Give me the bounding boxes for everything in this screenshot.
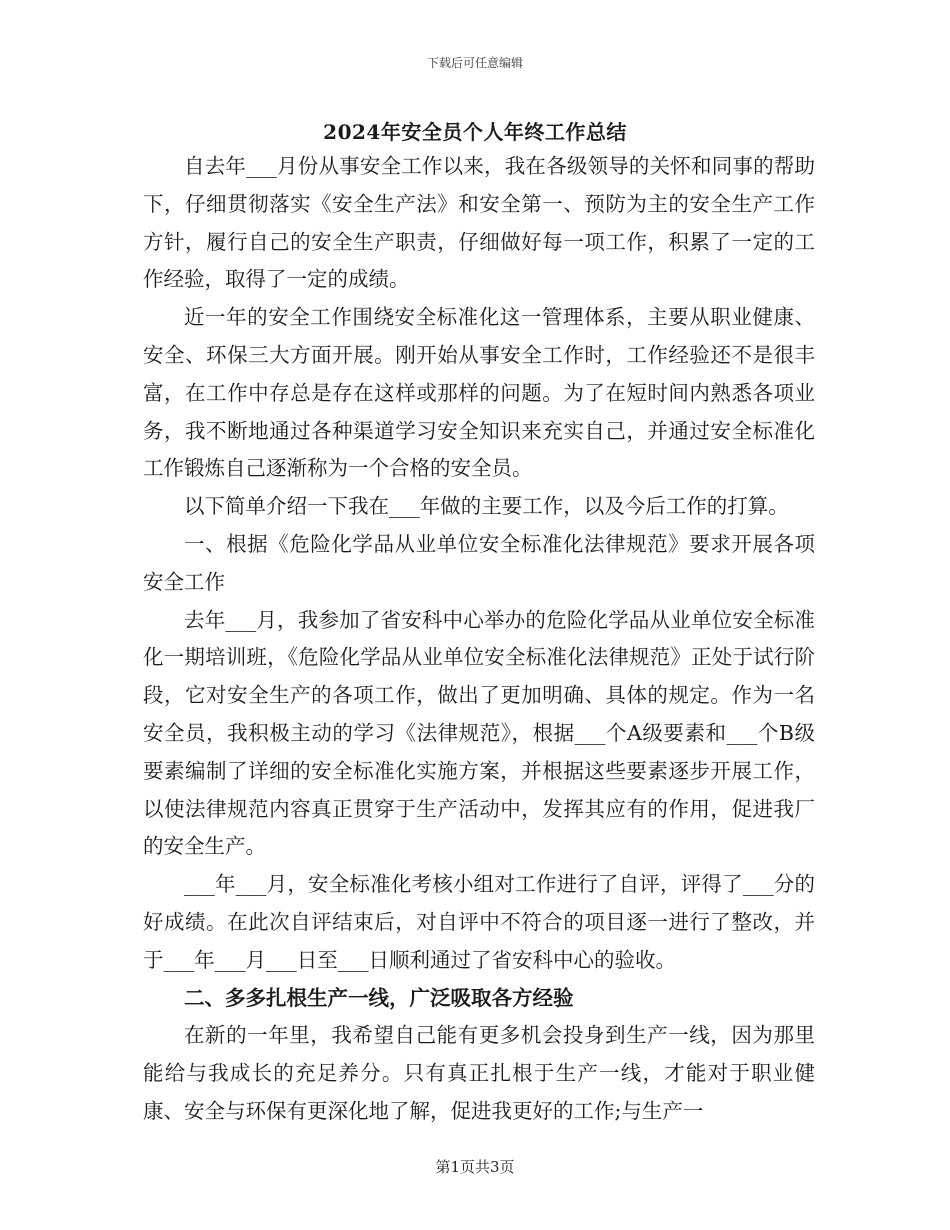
section-heading-2: 二、多多扎根生产一线，广泛吸取各方经验 <box>184 985 574 1010</box>
paragraph-1: 自去年___月份从事安全工作以来，我在各级领导的关怀和同事的帮助下，仔细贯彻落实《安全生产法》和安全第一、预防为主的安全生产工作方针，履行自己的安全生产职责，仔细做好每一项工作，积累了一定的工作经验，取得了一定的成绩。 <box>143 154 815 292</box>
header-note: 下载后可任意编辑 <box>426 56 523 70</box>
document-body <box>143 148 815 1131</box>
paragraph-3: 以下简单介绍一下我在___年做的主要工作，以及今后工作的打算。 <box>184 494 789 519</box>
paragraph-6: 在新的一年里，我希望自己能有更多机会投身到生产一线，因为那里能给与我成长的充足养分。只有真正扎根于生产一线，才能对于职业健康、安全与环保有更深化地了解，促进我更好的工作;与生产一 <box>143 1023 815 1123</box>
paragraph-5: ___年___月，安全标准化考核小组对工作进行了自评，评得了___分的好成绩。在此次自评结束后，对自评中不符合的项目逐一进行了整改，并于___年___月___日至___日顺利通过了省安科中心的验收。 <box>143 872 815 972</box>
document-title: 2024年安全员个人年终工作总结 <box>323 120 627 144</box>
paragraph-4: 去年___月，我参加了省安科中心举办的危险化学品从业单位安全标准化一期培训班，《危险化学品从业单位安全标准化法律规范》正处于试行阶段，它对安全生产的各项工作，做出了更加明确、具体的规定。作为一名安全员，我积极主动的学习《法律规范》，根据___个A级要素和___个B级要素编制了详细的安全标准化实施方案，并根据这些要素逐步开展工作，以使法律规范内容真正贯穿于生产活动中，发挥其应有的作用，促进我厂的安全生产。 <box>143 607 815 859</box>
page-number: 第1页共3页 <box>435 1158 515 1176</box>
section-heading-1: 一、根据《危险化学品从业单位安全标准化法律规范》要求开展各项安全工作 <box>143 531 815 594</box>
paragraph-2: 近一年的安全工作围绕安全标准化这一管理体系，主要从职业健康、安全、环保三大方面开展。刚开始从事安全工作时，工作经验还不是很丰富，在工作中存总是存在这样或那样的问题。为了在短时间内熟悉各项业务，我不断地通过各种渠道学习安全知识来充实自己，并通过安全标准化工作锻炼自己逐渐称为一个合格的安全员。 <box>143 305 815 481</box>
